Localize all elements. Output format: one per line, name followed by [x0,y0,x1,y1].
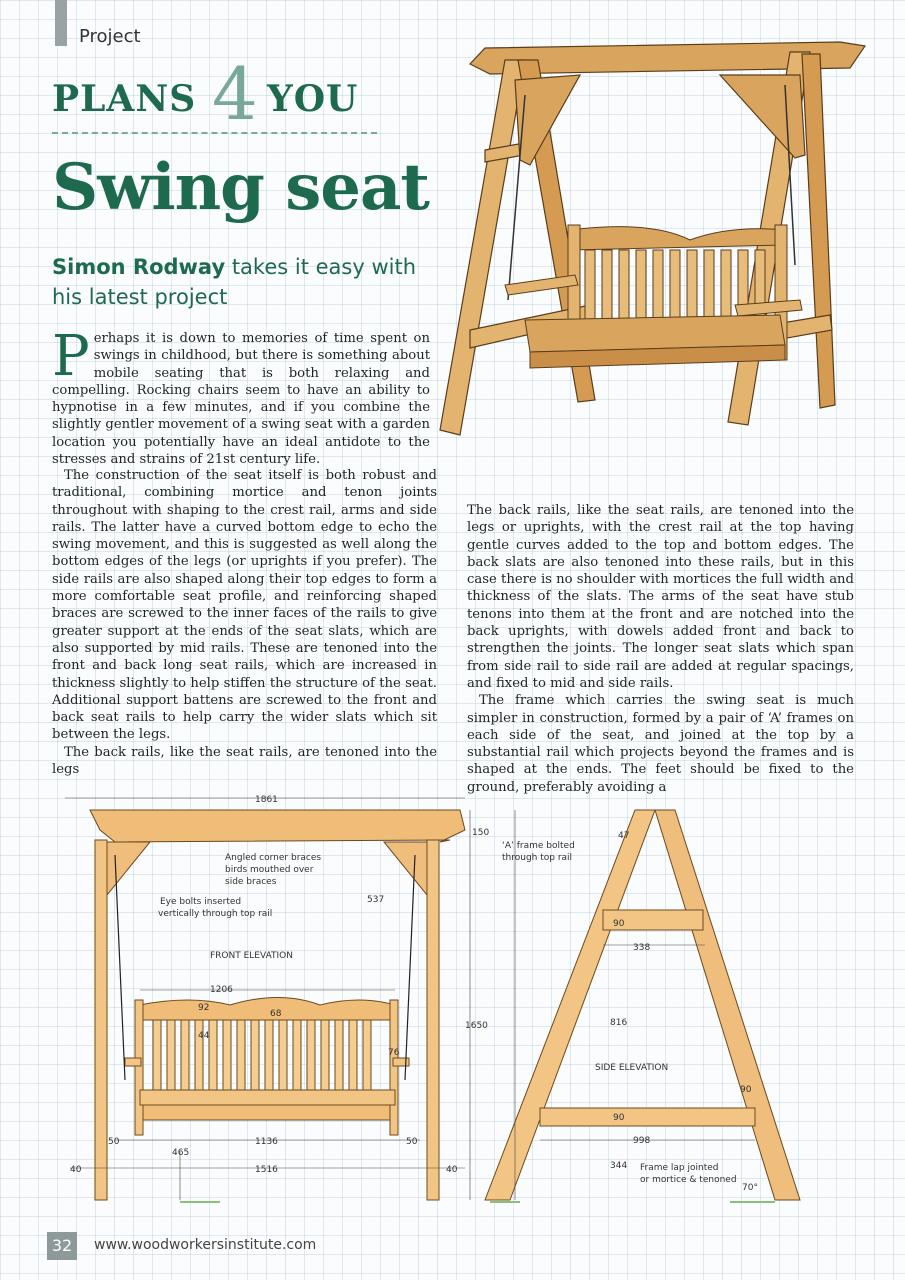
note-eyebolts-1: Eye bolts inserted [160,897,242,907]
side-elevation-label: SIDE ELEVATION [595,1063,669,1073]
paragraph-2: The construction of the seat itself is both robust and traditional, combining mortice and tenon joints throughout with shaping to the crest rail, arms and side rails. The latter have a curved bottom edge to echo the swing movement, and this is suggested as well along the bottom edges of the legs (or uprights if you prefer). The side rails are also shaped along their top edges to form a more comfortable seat profile, and reinforcing shaped braces are screwed to the inner faces of the rails to give greater support at the ends of the seat slats, which are also supported by mid rails. These are tenoned into the front and back long seat rails, which are increased in thickness slightly to help stiffen the structure of the seat. Additional support battens are screwed to the front and back seat rails to help carry the wider slats which sit between the legs. [52,468,437,743]
swing-seat-illustration [430,30,880,440]
article-title: Swing seat [52,150,429,225]
paragraph-1: erhaps it is down to memories of time spent on swings in childhood, but there is something about mobile seating that is both relaxing and compelling. Rocking chairs seem to have an ability to hypnotise in a few minutes, and if you combine the slightly gentler movement of a swing seat with a garden location you potentially have an ideal antidote to the stresses and strains of 21st century life. [52,331,430,468]
dropcap: P [52,324,90,389]
dim-344: 344 [610,1161,628,1171]
note-aframe-2: through top rail [502,853,573,863]
dim-40-right: 40 [446,1165,458,1175]
section-label: Project [79,26,141,47]
technical-drawings [40,780,870,1220]
dim-90-top: 90 [613,919,625,929]
logo-part-you: YOU [267,78,359,120]
front-elevation-label: FRONT ELEVATION [210,951,293,961]
dim-1516: 1516 [255,1165,278,1175]
paragraph-4: The frame which carries the swing seat is much simpler in construction, formed by a pair of ‘A’ frames on each side of the seat, and joined at the top by a substantial rail which projects beyond the frames and is shaped at the ends. The feet should be fixed to the ground, preferably avoiding a [467,693,854,795]
dim-68: 68 [270,1009,282,1019]
logo-dashed-rule [52,132,377,134]
dim-338: 338 [633,943,651,953]
note-eyebolts-2: vertically through top rail [158,909,273,919]
dim-150: 150 [472,828,490,838]
dim-47: 47 [618,831,630,841]
page-number: 32 [47,1232,77,1260]
note-braces-2: birds mouthed over [225,865,314,875]
note-braces-1: Angled corner braces [225,853,322,863]
note-braces-3: side braces [225,877,277,887]
logo-part-plans: PLANS [52,78,197,120]
logo-part-4: 4 [212,52,258,136]
text-column-2 [467,502,854,796]
paragraph-3a: The back rails, like the seat rails, are tenoned into the legs [52,744,437,778]
dim-50-right: 50 [406,1137,418,1147]
dim-1136: 1136 [255,1137,278,1147]
text-column-1 [52,467,437,778]
section-bar [55,0,67,46]
dim-92: 92 [198,1003,210,1013]
note-aframe-1: ‘A’ frame bolted [502,841,575,851]
dim-1650: 1650 [465,1021,488,1031]
dim-90-brace: 90 [740,1085,752,1095]
footer-url[interactable]: www.woodworkersinstitute.com [94,1237,317,1253]
dim-1861: 1861 [255,795,278,805]
dim-816: 816 [610,1018,628,1028]
dim-998: 998 [633,1136,651,1146]
dim-465: 465 [172,1148,190,1158]
author-name: Simon Rodway [52,255,226,279]
dim-1206: 1206 [210,985,233,995]
dim-50-left: 50 [108,1137,120,1147]
dim-44: 44 [198,1031,210,1041]
note-lap-1: Frame lap jointed [640,1163,719,1173]
dim-90-bottom: 90 [613,1113,625,1123]
byline-text: takes it easy with his latest project [52,255,417,309]
dim-537: 537 [367,895,385,905]
byline [52,252,432,312]
dim-40-left: 40 [70,1165,82,1175]
plans4you-logo [52,52,382,136]
paragraph-3: The back rails, like the seat rails, are tenoned into the legs or uprights, with the crest rail at the top having gentle curves added to the top and bottom edges. The back slats are also tenoned into these rails, but in this case there is no shoulder with mortices the full width and thickness of the slats. The arms of the seat have stub tenons into them at the front and are notched into the back uprights, with dowels added front and back to strengthen the joints. The longer seat slats which span from side rail to side rail are added at regular spacings, and fixed to mid and side rails. [467,503,854,691]
dim-76: 76 [388,1048,400,1058]
dim-70-angle: 70° [742,1183,758,1193]
text-intro [52,324,430,468]
note-lap-2: or mortice & tenoned [640,1175,737,1185]
